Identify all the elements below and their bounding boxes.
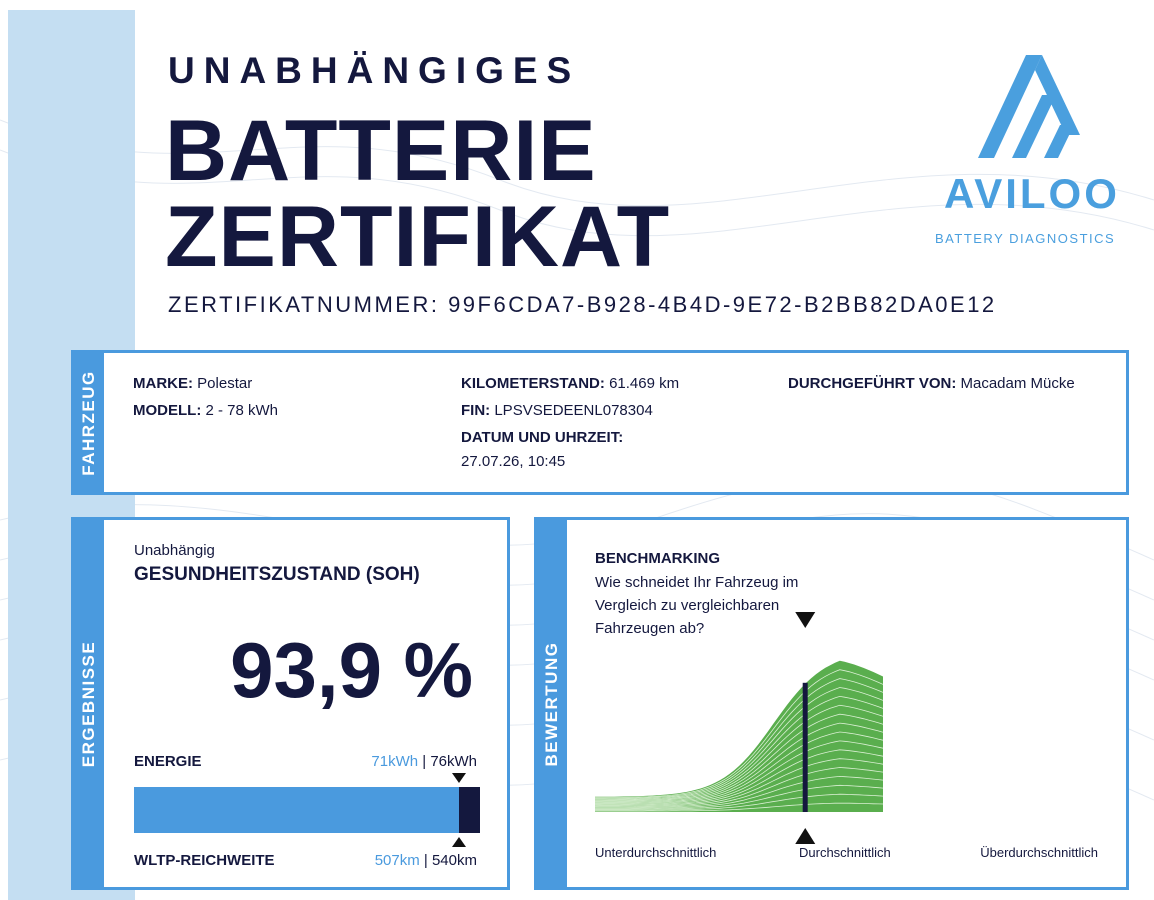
datetime-value: 27.07.26, 10:45 bbox=[461, 453, 566, 470]
axis-high-label: Überdurchschnittlich bbox=[980, 845, 1098, 860]
brand-field bbox=[133, 375, 252, 392]
range-marker-icon bbox=[452, 837, 466, 847]
vin-field bbox=[461, 402, 653, 419]
results-side-tab bbox=[74, 520, 104, 887]
benchmark-title: BENCHMARKING bbox=[595, 550, 720, 567]
range-label: WLTP-REICHWEITE bbox=[134, 852, 275, 869]
benchmark-card bbox=[534, 517, 1129, 890]
benchmark-section-label: BEWERTUNG bbox=[542, 641, 561, 766]
energy-current: 71kWh bbox=[371, 753, 419, 770]
energy-label: ENERGIE bbox=[134, 753, 202, 770]
soh-title: GESUNDHEITSZUSTAND (SOH) bbox=[134, 564, 420, 585]
vehicle-side-tab bbox=[74, 353, 104, 492]
benchmark-question: Wie schneidet Ihr Fahrzeug im Vergleich zu vergleichbaren Fahrzeugen ab? bbox=[595, 574, 799, 637]
model-label: MODELL: bbox=[133, 402, 202, 419]
brand-label: MARKE: bbox=[133, 375, 193, 392]
range-separator: | bbox=[419, 852, 432, 869]
energy-marker-icon bbox=[452, 773, 466, 783]
certificate-number: ZERTIFIKATNUMMER: 99F6CDA7-B928-4B4D-9E72-B2BB82DA0E12 bbox=[168, 292, 997, 317]
aviloo-logo-icon bbox=[930, 50, 1135, 165]
soh-pre-title: Unabhängig bbox=[134, 542, 215, 559]
datetime-field bbox=[461, 429, 623, 446]
energy-separator: | bbox=[418, 753, 431, 770]
logo-tagline: BATTERY DIAGNOSTICS bbox=[935, 231, 1116, 246]
vin-label: FIN: bbox=[461, 402, 491, 419]
soh-value: 93,9 % bbox=[230, 626, 473, 714]
results-card bbox=[71, 517, 510, 890]
vehicle-section-label: FAHRZEUG bbox=[79, 369, 98, 476]
model-value: 2 - 78 kWh bbox=[205, 402, 279, 419]
range-current: 507km bbox=[374, 852, 420, 869]
range-total: 540km bbox=[431, 852, 477, 869]
performed-value: Macadam Mücke bbox=[960, 375, 1075, 392]
model-field bbox=[133, 402, 278, 419]
benchmark-marker-bottom-icon bbox=[795, 828, 815, 844]
mileage-label: KILOMETERSTAND: bbox=[461, 375, 605, 392]
soh-bar bbox=[134, 787, 480, 833]
title-line-1: BATTERIE bbox=[165, 103, 597, 199]
results-section-label: ERGEBNISSE bbox=[79, 640, 98, 767]
axis-low-label: Unterdurchschnittlich bbox=[595, 845, 717, 860]
brand-value: Polestar bbox=[197, 375, 253, 392]
certificate-title bbox=[165, 103, 671, 285]
axis-mid-label: Durchschnittlich bbox=[799, 845, 891, 860]
benchmark-side-tab bbox=[537, 520, 567, 887]
performed-label: DURCHGEFÜHRT VON: bbox=[788, 375, 957, 392]
energy-values bbox=[371, 753, 477, 770]
range-values bbox=[375, 852, 477, 869]
vehicle-card bbox=[71, 350, 1129, 495]
performed-by-field bbox=[788, 375, 1075, 392]
certificate-subtitle: UNABHÄNGIGES bbox=[168, 50, 581, 91]
title-line-2: ZERTIFIKAT bbox=[165, 189, 671, 285]
soh-bar-fill bbox=[134, 787, 459, 833]
mileage-value: 61.469 km bbox=[609, 375, 680, 392]
vin-value: LPSVSEDEENL078304 bbox=[494, 402, 653, 419]
mileage-field bbox=[461, 375, 679, 392]
benchmark-distribution-area bbox=[595, 661, 883, 812]
energy-total: 76kWh bbox=[430, 753, 477, 770]
benchmark-chart bbox=[595, 610, 885, 855]
logo-wordmark: AVILOO bbox=[944, 170, 1120, 217]
datetime-label: DATUM UND UHRZEIT: bbox=[461, 429, 624, 446]
benchmark-marker-line bbox=[803, 683, 808, 812]
benchmark-marker-top-icon bbox=[795, 612, 815, 628]
